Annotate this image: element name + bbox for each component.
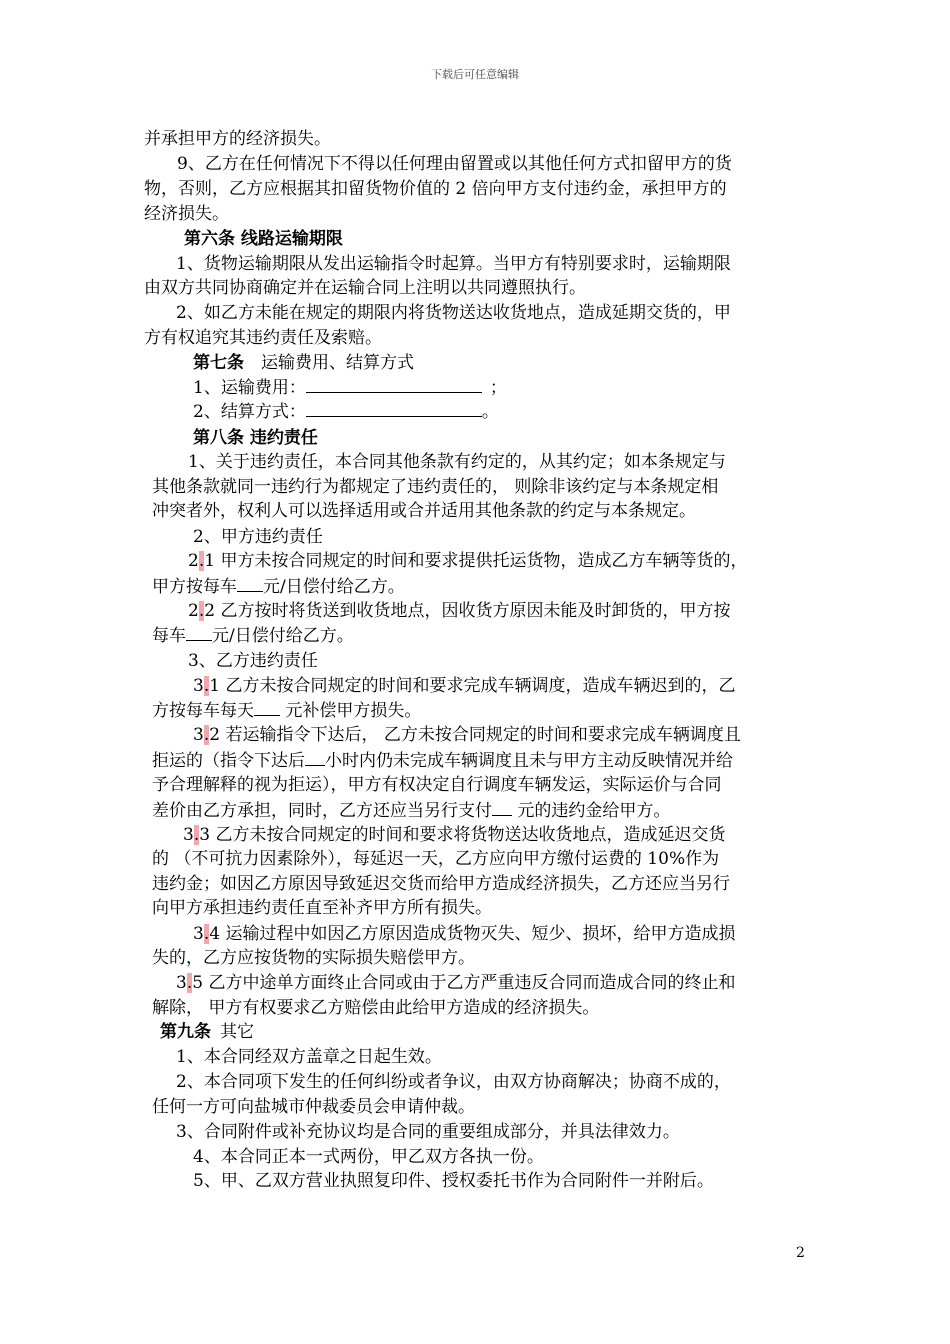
page-number: 2 <box>796 1245 805 1261</box>
blank-field <box>237 574 263 592</box>
text-line: 2、如乙方未能在规定的期限内将货物送达收货地点，造成延期交货的，甲 <box>176 303 731 323</box>
revision-mark: . <box>198 551 205 571</box>
text-line: 2、本合同项下发生的任何纠纷或者争议，由双方协商解决；协商不成的， <box>176 1072 731 1092</box>
settlement-line: 2、结算方式： 。 <box>193 399 499 424</box>
text-line: 经济损失。 <box>144 204 229 224</box>
article-9-heading <box>160 1020 254 1044</box>
text-line: 解除， 甲方有权要求乙方赔偿由此给甲方造成的经济损失。 <box>152 998 600 1018</box>
page-header: 下载后可任意编辑 <box>431 68 519 81</box>
transport-fee-blank <box>306 375 482 393</box>
text-line: 任何一方可向盐城市仲裁委员会申请仲裁。 <box>152 1097 475 1117</box>
blank-field <box>305 748 325 766</box>
text-line: 并承担甲方的经济损失。 <box>144 129 331 149</box>
text-line: 每车 元/日偿付给乙方。 <box>152 623 354 648</box>
text-line: 由双方共同协商确定并在运输合同上注明以共同遵照执行。 <box>144 278 586 298</box>
blank-field <box>492 798 512 816</box>
clause-3-3: 3.3 乙方未按合同规定的时间和要求将货物送达收货地点，造成延迟交货 <box>183 825 726 845</box>
clause-3-1: 3.1 乙方未按合同规定的时间和要求完成车辆调度，造成车辆迟到的，乙 <box>193 676 736 696</box>
article-8-heading: 第八条 违约责任 <box>193 428 318 448</box>
blank-field <box>254 698 280 716</box>
text-line: 5、甲、乙双方营业执照复印件、授权委托书作为合同附件一并附后。 <box>193 1171 714 1191</box>
revision-mark: . <box>198 601 205 621</box>
blank-field <box>186 623 212 641</box>
clause-2-1: 2.1 甲方未按合同规定的时间和要求提供托运货物，造成乙方车辆等货的， <box>188 551 748 571</box>
text-line: 失的，乙方应按货物的实际损失赔偿甲方。 <box>152 948 475 968</box>
article-7-heading <box>193 351 414 375</box>
text-line: 违约金；如因乙方原因导致延迟交货而给甲方造成经济损失，乙方还应当另行 <box>152 874 730 894</box>
clause-2-2: 2.2 乙方按时将货送到收货地点，因收货方原因未能及时卸货的，甲方按 <box>188 601 731 621</box>
text-line: 冲突者外，权利人可以选择适用或合并适用其他条款的约定与本条规定。 <box>152 501 696 521</box>
text-line: 4、本合同正本一式两份，甲乙双方各执一份。 <box>193 1147 544 1167</box>
text-line: 拒运的（指令下达后 小时内仍未完成车辆调度且未与甲方主动反映情况并给 <box>152 748 733 773</box>
text-line: 差价由乙方承担，同时，乙方还应当另行支付 元的违约金给甲方。 <box>152 798 670 823</box>
revision-mark: . <box>186 973 193 993</box>
revision-mark: . <box>203 676 210 696</box>
text-line: 1、货物运输期限从发出运输指令时起算。当甲方有特别要求时，运输期限 <box>176 254 731 274</box>
text-line: 3、合同附件或补充协议均是合同的重要组成部分，并具法律效力。 <box>176 1122 680 1142</box>
article-9-number: 第九条 <box>160 1022 211 1042</box>
article-6-heading: 第六条 线路运输期限 <box>184 229 343 249</box>
article-7-number: 第七条 <box>193 353 244 373</box>
revision-mark: . <box>203 924 210 944</box>
clause-9: 9、乙方在任何情况下不得以任何理由留置或以其他任何方式扣留甲方的货 <box>177 154 732 174</box>
text-line: 1、本合同经双方盖章之日起生效。 <box>176 1047 442 1067</box>
clause-3-2: 3.2 若运输指令下达后， 乙方未按合同规定的时间和要求完成车辆调度且 <box>193 725 741 745</box>
transport-fee-line: 1、运输费用： ； <box>193 375 507 400</box>
text-line: 1、关于违约责任，本合同其他条款有约定的，从其约定；如本条规定与 <box>188 452 726 472</box>
text-line: 甲方按每车 元/日偿付给乙方。 <box>152 574 405 599</box>
text-line: 的 （不可抗力因素除外），每延迟一天，乙方应向甲方缴付运费的 10%作为 <box>152 849 720 869</box>
subheading: 2、甲方违约责任 <box>193 527 323 547</box>
revision-mark: . <box>193 825 200 845</box>
revision-mark: . <box>203 725 210 745</box>
article-7-title: 运输费用、结算方式 <box>261 353 414 373</box>
text-line: 其他条款就同一违约行为都规定了违约责任的， 则除非该约定与本条规定相 <box>152 477 719 497</box>
article-9-title: 其它 <box>220 1022 254 1042</box>
text-line: 方有权追究其违约责任及索赔。 <box>144 328 382 348</box>
settlement-blank <box>306 399 482 417</box>
clause-3-5: 3.5 乙方中途单方面终止合同或由于乙方严重违反合同而造成合同的终止和 <box>176 973 736 993</box>
text-line: 予合理解释的视为拒运），甲方有权决定自行调度车辆发运，实际运价与合同 <box>152 775 722 795</box>
subheading: 3、乙方违约责任 <box>188 651 318 671</box>
text-line: 向甲方承担违约责任直至补齐甲方所有损失。 <box>152 898 492 918</box>
text-line: 方按每车每天 元补偿甲方损失。 <box>152 698 421 723</box>
text-line: 物，否则，乙方应根据其扣留货物价值的 2 倍向甲方支付违约金，承担甲方的 <box>144 179 727 199</box>
clause-3-4: 3.4 运输过程中如因乙方原因造成货物灭失、短少、损坏，给甲方造成损 <box>193 924 736 944</box>
